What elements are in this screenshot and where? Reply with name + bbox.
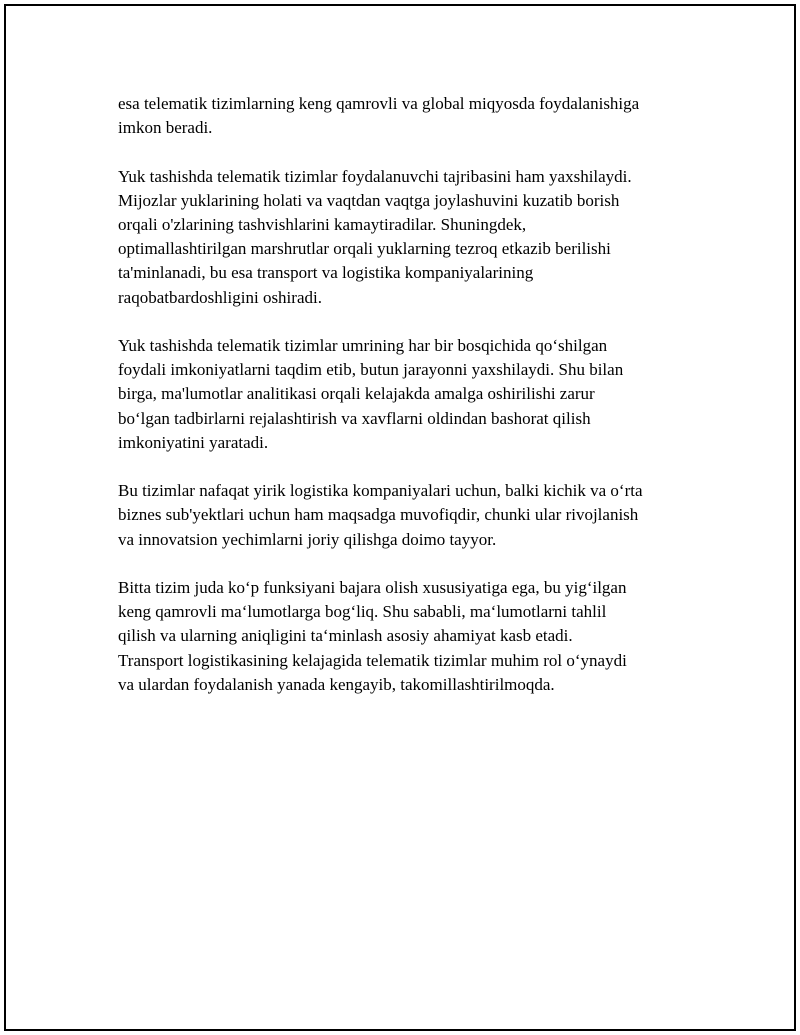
text-line: qilish va ularning aniqligini ta‘minlash asosiy ahamiyat kasb etadi. [118,626,573,646]
text-line: Yuk tashishda telematik tizimlar umrining har bir bosqichida qo‘shilgan [118,336,608,355]
paragraph-2 [118,165,698,310]
text-line: raqobatbardoshligini oshiradi. [118,287,322,307]
text-line: va innovatsion yechimlarni joriy qilishga doimo tayyor. [118,529,497,549]
text-line: Mijozlar yuklarining holati va vaqtdan vaqtga joylashuvini kuzatib borish [118,190,620,210]
text-line: foydali imkoniyatlarni taqdim etib, butun jarayonni yaxshilaydi. Shu bilan [118,360,624,380]
text-line: keng qamrovli ma‘lumotlarga bog‘liq. Shu sababli, ma‘lumotlarni tahlil [118,602,607,622]
text-line: biznes sub'yektlari uchun ham maqsadga muvofiqdir, chunki ular rivojlanish [118,505,639,525]
text-line: imkoniyatini yaratadi. [118,432,269,452]
text-line: bo‘lgan tadbirlarni rejalashtirish va xavflarni oldindan bashorat qilish [118,408,591,428]
text-line: birga, ma'lumotlar analitikasi orqali kelajakda amalga oshirilishi zarur [118,384,595,404]
text-line: optimallashtirilgan marshrutlar orqali yuklarning tezroq etkazib berilishi [118,239,611,259]
text-line: Bitta tizim juda ko‘p funksiyani bajara olish xususiyatiga ega, bu yig‘ilgan [118,578,627,597]
text-line: esa telematik tizimlarning keng qamrovli va global miqyosda foydalanishiga [118,94,640,113]
document-body [118,92,698,721]
paragraph-4 [118,479,698,552]
text-line: imkon beradi. [118,118,213,138]
text-line: ta'minlanadi, bu esa transport va logistika kompaniyalarining [118,263,534,283]
text-line: va ulardan foydalanish yanada kengayib, takomillashtirilmoqda. [118,674,555,694]
text-line: orqali o'zlarining tashvishlarini kamaytiradilar. Shuningdek, [118,215,527,234]
paragraph-1 [118,92,698,140]
paragraph-5 [118,576,698,697]
text-line: Bu tizimlar nafaqat yirik logistika kompaniyalari uchun, balki kichik va o‘rta [118,481,643,501]
text-line: Yuk tashishda telematik tizimlar foydalanuvchi tajribasini ham yaxshilaydi. [118,166,632,186]
text-line: Transport logistikasining kelajagida telematik tizimlar muhim rol o‘ynaydi [118,650,627,670]
paragraph-3 [118,334,698,455]
